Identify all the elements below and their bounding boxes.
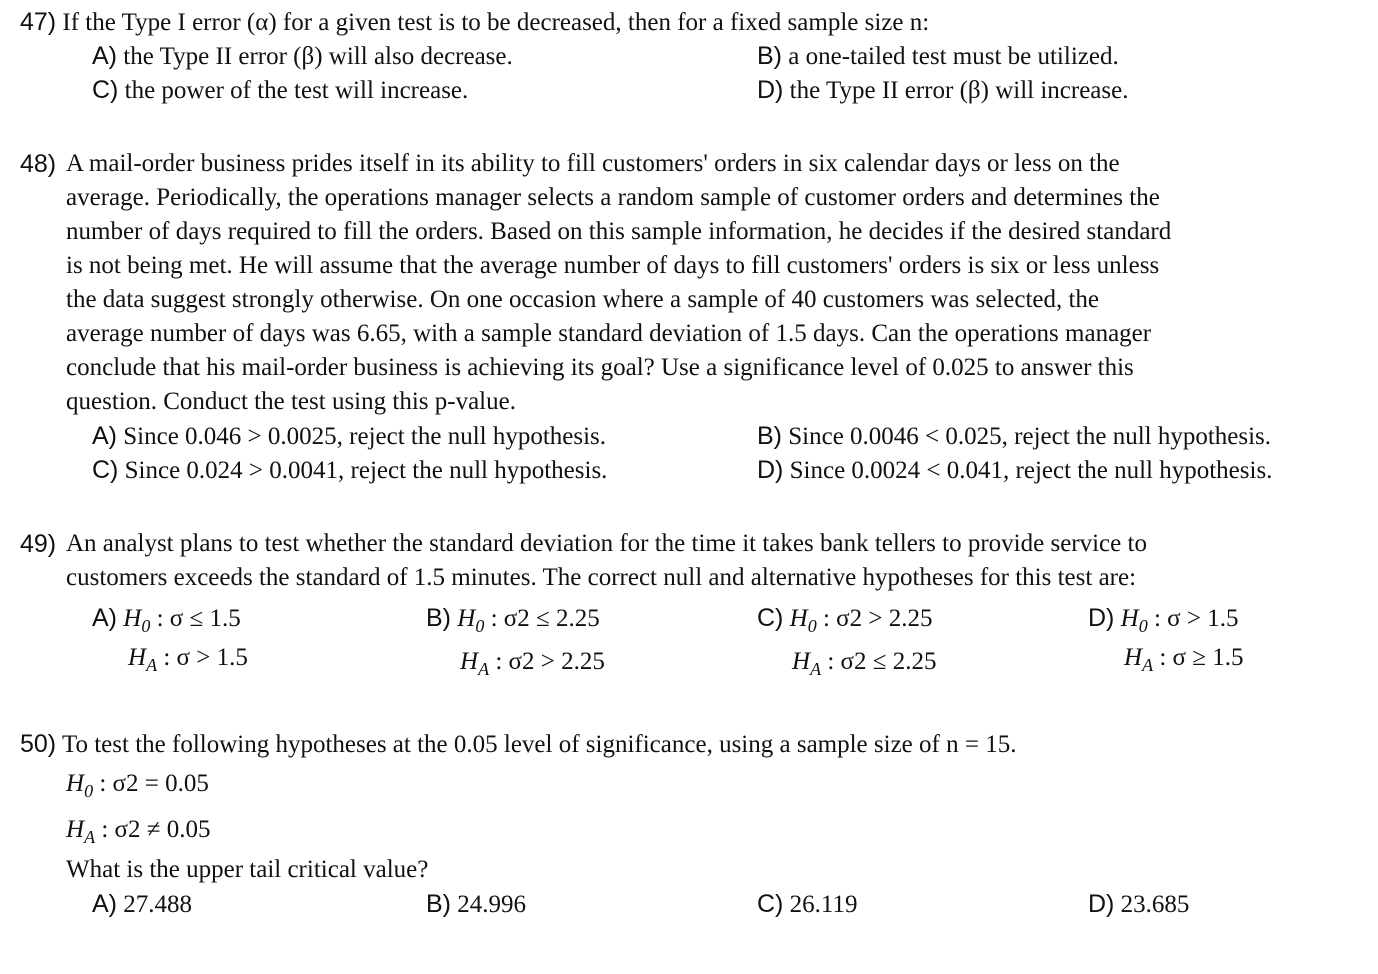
question-number: 48) bbox=[20, 150, 57, 178]
option-a[interactable] bbox=[92, 890, 192, 919]
option-label: D) bbox=[1088, 890, 1115, 918]
option-text: the power of the test will increase. bbox=[124, 77, 469, 104]
h0-hypothesis: σ2 = 0.05 bbox=[112, 770, 209, 797]
ha-hypothesis: σ2 > 2.25 bbox=[508, 648, 605, 675]
option-text: 26.119 bbox=[789, 891, 858, 918]
question-number: 47) bbox=[20, 8, 57, 36]
option-b[interactable] bbox=[757, 422, 1271, 451]
question-text-line: An analyst plans to test whether the standard deviation for the time it takes bank tellers to provide service to bbox=[66, 530, 1147, 557]
question-text: To test the following hypotheses at the 0.05 level of significance, using a sample size of n = 15. bbox=[61, 731, 1017, 758]
option-a[interactable] bbox=[92, 422, 606, 451]
option-b-alternative: $H_A$ : σ2 > 2.25 bbox=[460, 648, 605, 679]
option-a-alternative: $H_A$ : σ > 1.5 bbox=[128, 644, 248, 675]
question-text-line: customers exceeds the standard of 1.5 minutes. The correct null and alternative hypotheses for this test are: bbox=[66, 564, 1137, 591]
option-b[interactable] bbox=[426, 890, 526, 919]
option-text: a one-tailed test must be utilized. bbox=[788, 43, 1119, 70]
question-text-line: is not being met. He will assume that the average number of days to fill customers' orders is six or less unless bbox=[66, 252, 1160, 279]
h0-hypothesis: σ > 1.5 bbox=[1167, 605, 1239, 632]
option-c[interactable] bbox=[757, 890, 857, 919]
option-text: 27.488 bbox=[123, 891, 192, 918]
option-c[interactable] bbox=[92, 456, 607, 485]
question-text-line: the data suggest strongly otherwise. On one occasion where a sample of 40 customers was selected, the bbox=[66, 286, 1100, 313]
question-50-stem bbox=[20, 730, 1016, 759]
question-number: 49) bbox=[20, 530, 57, 558]
option-label: A) bbox=[92, 890, 117, 918]
option-d-alternative: $H_A$ : σ ≥ 1.5 bbox=[1124, 644, 1244, 675]
option-d[interactable]: D) $H_0$ : σ > 1.5 bbox=[1088, 604, 1239, 636]
option-d[interactable] bbox=[757, 76, 1128, 105]
option-b[interactable]: B) $H_0$ : σ2 ≤ 2.25 bbox=[426, 604, 600, 636]
question-text-line: average number of days was 6.65, with a sample standard deviation of 1.5 days. Can the operations manager bbox=[66, 320, 1152, 347]
alternative-hypothesis: $H_A$ : σ2 ≠ 0.05 bbox=[66, 816, 211, 847]
option-c-alternative: $H_A$ : σ2 ≤ 2.25 bbox=[792, 648, 937, 679]
option-label: B) bbox=[757, 42, 782, 70]
option-text: Since 0.046 > 0.0025, reject the null hypothesis. bbox=[123, 423, 607, 450]
option-d[interactable] bbox=[757, 456, 1272, 485]
option-label: B) bbox=[426, 890, 451, 918]
option-label: C) bbox=[757, 604, 784, 632]
ha-hypothesis: σ ≥ 1.5 bbox=[1172, 644, 1244, 671]
question-text-line: average. Periodically, the operations manager selects a random sample of customer orders and determines the bbox=[66, 184, 1160, 211]
option-text: Since 0.024 > 0.0041, reject the null hypothesis. bbox=[124, 457, 608, 484]
question-number: 50) bbox=[20, 730, 57, 758]
option-label: A) bbox=[92, 604, 117, 632]
question-text-line: number of days required to fill the orders. Based on this sample information, he decides if the desired standard bbox=[66, 218, 1172, 245]
option-label: A) bbox=[92, 422, 117, 450]
ha-hypothesis: σ > 1.5 bbox=[176, 644, 248, 671]
ha-hypothesis: σ2 ≠ 0.05 bbox=[114, 816, 211, 843]
option-label: D) bbox=[757, 456, 784, 484]
h0-hypothesis: σ2 ≤ 2.25 bbox=[503, 605, 600, 632]
option-text: 23.685 bbox=[1120, 891, 1190, 918]
option-label: D) bbox=[1088, 604, 1115, 632]
option-text: 24.996 bbox=[457, 891, 526, 918]
option-d[interactable] bbox=[1088, 890, 1189, 919]
option-label: C) bbox=[92, 456, 119, 484]
option-label: A) bbox=[92, 42, 117, 70]
question-prompt: What is the upper tail critical value? bbox=[66, 856, 429, 883]
question-text-line: question. Conduct the test using this p-value. bbox=[66, 388, 516, 415]
option-text: the Type II error (β) will also decrease. bbox=[123, 43, 513, 70]
question-47-stem bbox=[20, 8, 929, 37]
h0-hypothesis: σ2 > 2.25 bbox=[836, 605, 933, 632]
question-text-line: A mail-order business prides itself in its ability to fill customers' orders in six calendar days or less on the bbox=[66, 150, 1120, 177]
option-c[interactable]: C) $H_0$ : σ2 > 2.25 bbox=[757, 604, 933, 636]
option-label: B) bbox=[757, 422, 782, 450]
option-a[interactable] bbox=[92, 42, 513, 71]
option-text: Since 0.0024 < 0.041, reject the null hypothesis. bbox=[789, 457, 1273, 484]
ha-hypothesis: σ2 ≤ 2.25 bbox=[840, 648, 937, 675]
option-a[interactable]: A) $H_0$ : σ ≤ 1.5 bbox=[92, 604, 241, 636]
option-label: D) bbox=[757, 76, 784, 104]
option-label: C) bbox=[757, 890, 784, 918]
null-hypothesis: $H_0$ : σ2 = 0.05 bbox=[66, 770, 209, 801]
question-text-line: conclude that his mail-order business is achieving its goal? Use a significance level of 0.025 to answer this bbox=[66, 354, 1134, 381]
option-text: the Type II error (β) will increase. bbox=[789, 77, 1129, 104]
option-label: C) bbox=[92, 76, 119, 104]
option-label: B) bbox=[426, 604, 451, 632]
option-text: Since 0.0046 < 0.025, reject the null hypothesis. bbox=[788, 423, 1272, 450]
option-c[interactable] bbox=[92, 76, 468, 105]
question-text: If the Type I error (α) for a given test is to be decreased, then for a fixed sample size n: bbox=[62, 9, 930, 36]
h0-hypothesis: σ ≤ 1.5 bbox=[169, 605, 241, 632]
option-b[interactable] bbox=[757, 42, 1119, 71]
